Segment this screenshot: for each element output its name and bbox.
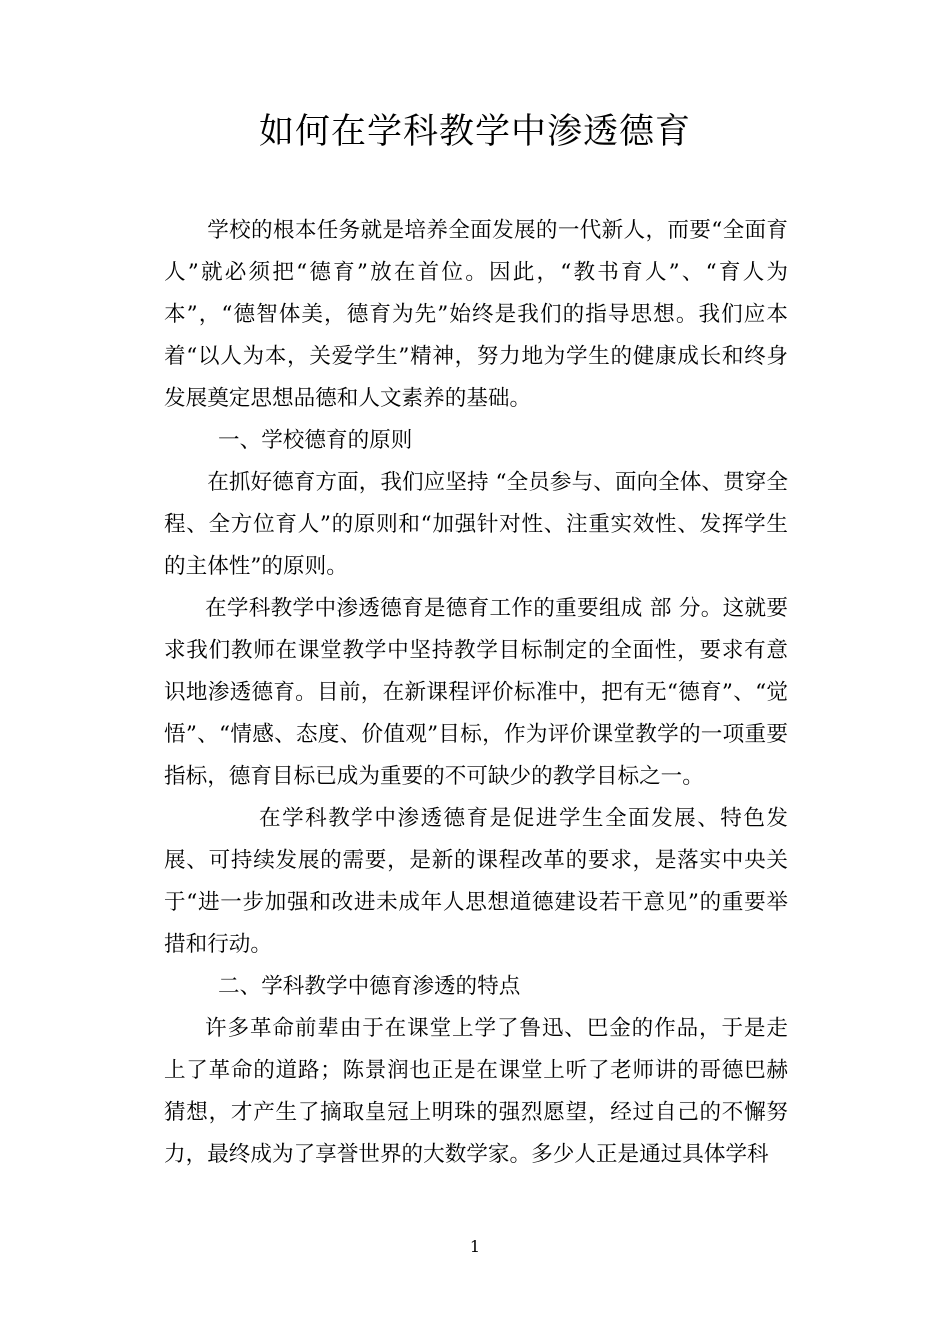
page-number: 1 bbox=[469, 1237, 481, 1256]
paragraph-importance: 在学科教学中渗透德育是德育工作的重要组成 部 分。这就要求我们教师在课堂教学中坚持教学目标制定的全面性，要求有意识地渗透德育。目前，在新课程评价标准中，把有无“德育”、“觉悟”、“情感、态度、价值观”目标，作为评价课堂教学的一项重要指标，德育目标已成为重要的不可缺少的教学目标之一。 bbox=[164, 596, 788, 789]
paragraph-intro: 学校的根本任务就是培养全面发展的一代新人，而要“全面育人”就必须把“德育”放在首位。因此，“教书育人”、“育人为本”，“德智体美，德育为先”始终是我们的指导思想。我们应本着“以人为本，关爱学生”精神，努力地为学生的健康成长和终身发展奠定思想品德和人文素养的基础。 bbox=[164, 218, 788, 411]
section-heading-1: 一、学校德育的原则 bbox=[218, 428, 413, 453]
document-title: 如何在学科教学中渗透德育 bbox=[258, 112, 691, 152]
paragraph-examples: 许多革命前辈由于在课堂上学了鲁迅、巴金的作品，于是走上了革命的道路；陈景润也正是在课堂上听了老师讲的哥德巴赫猜想，才产生了摘取皇冠上明珠的强烈愿望，经过自己的不懈努力，最终成为了享誉世界的大数学家。多少人正是通过具体学科 bbox=[164, 1016, 788, 1167]
paragraph-needs: 在学科教学中渗透德育是促进学生全面发展、特色发展、可持续发展的需要，是新的课程改革的要求，是落实中央关于“进一步加强和改进未成年人思想道德建设若干意见”的重要举措和行动。 bbox=[164, 806, 788, 957]
section-heading-2: 二、学科教学中德育渗透的特点 bbox=[218, 974, 521, 999]
document-body bbox=[164, 210, 788, 1176]
paragraph-principles: 在抓好德育方面，我们应坚持 “全员参与、面向全体、贯穿全程、全方位育人”的原则和“加强针对性、注重实效性、发挥学生的主体性”的原则。 bbox=[164, 470, 788, 579]
